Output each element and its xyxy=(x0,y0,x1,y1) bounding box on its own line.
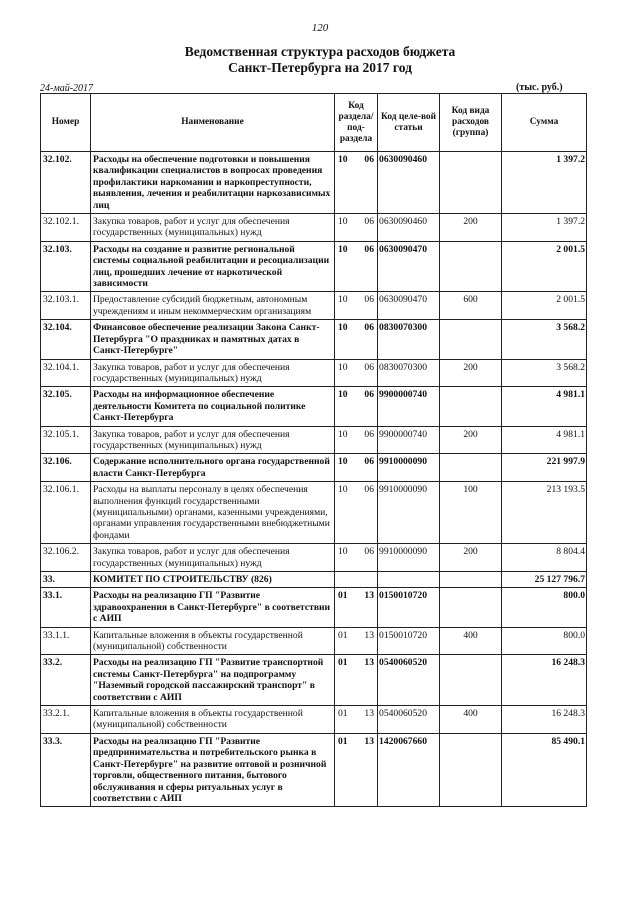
document-title xyxy=(0,44,640,76)
row-amount: 1 397.2 xyxy=(502,214,587,242)
row-target-code: 9910000090 xyxy=(378,544,440,572)
row-subsection: 06 xyxy=(357,320,378,359)
table-row xyxy=(41,544,587,572)
row-expense-type xyxy=(440,152,502,214)
row-expense-type xyxy=(440,733,502,806)
row-number: 32.106. xyxy=(41,454,91,482)
header-section: Код раздела/ под-раздела xyxy=(335,94,378,152)
row-name: Капитальные вложения в объекты государственной (муниципальной) собственности xyxy=(91,627,335,655)
row-subsection: 13 xyxy=(357,627,378,655)
row-target-code: 0830070300 xyxy=(378,359,440,387)
row-name: Расходы на обеспечение подготовки и повышения квалификации специалистов в вопросах проведения профилактики наркомании и наркопреступности, выявления, лечения и реабилитации наркозависимых лиц xyxy=(91,152,335,214)
table-row xyxy=(41,387,587,426)
row-target-code: 0540060520 xyxy=(378,655,440,706)
row-name: Расходы на реализацию ГП "Развитие здравоохранения в Санкт-Петербурге" в соответствии с АИП xyxy=(91,588,335,627)
row-number: 32.105.1. xyxy=(41,426,91,454)
row-target-code: 0150010720 xyxy=(378,588,440,627)
row-target-code: 9910000090 xyxy=(378,454,440,482)
table-row xyxy=(41,706,587,734)
row-section: 10 xyxy=(335,544,357,572)
budget-table xyxy=(40,93,587,807)
row-name: Закупка товаров, работ и услуг для обеспечения государственных (муниципальных) нужд xyxy=(91,359,335,387)
row-expense-type: 400 xyxy=(440,706,502,734)
row-target-code: 1420067660 xyxy=(378,733,440,806)
table-row xyxy=(41,482,587,544)
page-number: 120 xyxy=(311,22,329,34)
row-number: 32.103. xyxy=(41,241,91,292)
row-name: Расходы на реализацию ГП "Развитие транспортной системы Санкт-Петербурга" на подпрограмму "Наземный городской пассажирский транспорт" в соответствии с АИП xyxy=(91,655,335,706)
row-name: Расходы на создание и развитие региональной системы социальной реабилитации и ресоциализации лиц, прошедших лечение от наркотической зависимости xyxy=(91,241,335,292)
row-number: 33.2.1. xyxy=(41,706,91,734)
row-amount: 16 248.3 xyxy=(502,706,587,734)
table-row xyxy=(41,426,587,454)
row-expense-type: 200 xyxy=(440,359,502,387)
row-expense-type: 200 xyxy=(440,544,502,572)
row-number: 33. xyxy=(41,572,91,588)
row-subsection: 06 xyxy=(357,454,378,482)
row-name: Закупка товаров, работ и услуг для обеспечения государственных (муниципальных) нужд xyxy=(91,426,335,454)
row-target-code: 0630090470 xyxy=(378,292,440,320)
row-section xyxy=(335,572,357,588)
row-name: Финансовое обеспечение реализации Закона Санкт-Петербурга "О праздниках и памятных датах в Санкт-Петербурге" xyxy=(91,320,335,359)
row-target-code: 9900000740 xyxy=(378,426,440,454)
row-amount: 221 997.9 xyxy=(502,454,587,482)
row-expense-type: 600 xyxy=(440,292,502,320)
row-expense-type xyxy=(440,454,502,482)
row-amount: 800.0 xyxy=(502,627,587,655)
row-section: 10 xyxy=(335,214,357,242)
row-amount: 8 804.4 xyxy=(502,544,587,572)
row-amount: 25 127 796.7 xyxy=(502,572,587,588)
table-row xyxy=(41,627,587,655)
row-subsection: 06 xyxy=(357,426,378,454)
row-target-code: 0830070300 xyxy=(378,320,440,359)
row-expense-type xyxy=(440,241,502,292)
row-subsection: 13 xyxy=(357,733,378,806)
row-target-code: 0630090460 xyxy=(378,152,440,214)
row-number: 33.2. xyxy=(41,655,91,706)
row-number: 33.1.1. xyxy=(41,627,91,655)
row-target-code xyxy=(378,572,440,588)
row-section: 10 xyxy=(335,359,357,387)
row-number: 32.106.2. xyxy=(41,544,91,572)
row-subsection: 06 xyxy=(357,292,378,320)
row-amount: 85 490.1 xyxy=(502,733,587,806)
row-expense-type xyxy=(440,320,502,359)
row-subsection xyxy=(357,572,378,588)
header-amount: Сумма xyxy=(502,94,587,152)
row-section: 01 xyxy=(335,588,357,627)
row-amount: 2 001.5 xyxy=(502,292,587,320)
row-section: 10 xyxy=(335,152,357,214)
row-section: 10 xyxy=(335,426,357,454)
row-subsection: 06 xyxy=(357,544,378,572)
row-name: Закупка товаров, работ и услуг для обеспечения государственных (муниципальных) нужд xyxy=(91,544,335,572)
row-amount: 3 568.2 xyxy=(502,320,587,359)
table-row xyxy=(41,320,587,359)
row-section: 01 xyxy=(335,733,357,806)
row-subsection: 06 xyxy=(357,152,378,214)
row-section: 01 xyxy=(335,706,357,734)
row-section: 01 xyxy=(335,655,357,706)
header-name: Наименование xyxy=(91,94,335,152)
row-subsection: 13 xyxy=(357,588,378,627)
row-name: Расходы на реализацию ГП "Развитие предпринимательства и потребительского рынка в Санкт-Петербурге" на развитие оптовой и розничной торговли, общественного питания, бытового обслуживания и сферы ритуальных услуг в соответствии с АИП xyxy=(91,733,335,806)
header-expense-type: Код вида расходов (группа) xyxy=(440,94,502,152)
title-line-2: Санкт-Петербурга на 2017 год xyxy=(228,60,412,75)
row-name: Расходы на выплаты персоналу в целях обеспечения выполнения функций государственными (муниципальными) органами, казенными учреждениями, органами управления государственными внебюджетными фондами xyxy=(91,482,335,544)
row-target-code: 0630090470 xyxy=(378,241,440,292)
row-expense-type xyxy=(440,572,502,588)
row-name: Предоставление субсидий бюджетным, автономным учреждениям и иным некоммерческим организациям xyxy=(91,292,335,320)
row-number: 32.105. xyxy=(41,387,91,426)
row-number: 32.104. xyxy=(41,320,91,359)
row-subsection: 06 xyxy=(357,482,378,544)
row-expense-type xyxy=(440,588,502,627)
header-number: Номер xyxy=(41,94,91,152)
row-amount: 3 568.2 xyxy=(502,359,587,387)
row-section: 10 xyxy=(335,292,357,320)
row-number: 32.106.1. xyxy=(41,482,91,544)
row-expense-type: 200 xyxy=(440,426,502,454)
row-subsection: 13 xyxy=(357,655,378,706)
title-line-1: Ведомственная структура расходов бюджета xyxy=(184,44,456,59)
table-row xyxy=(41,588,587,627)
table-row xyxy=(41,733,587,806)
row-subsection: 06 xyxy=(357,241,378,292)
table-row xyxy=(41,292,587,320)
table-row xyxy=(41,655,587,706)
row-number: 33.1. xyxy=(41,588,91,627)
row-amount: 4 981.1 xyxy=(502,426,587,454)
row-expense-type: 200 xyxy=(440,214,502,242)
table-row xyxy=(41,152,587,214)
row-section: 10 xyxy=(335,320,357,359)
row-expense-type xyxy=(440,387,502,426)
table-row xyxy=(41,454,587,482)
row-section: 10 xyxy=(335,387,357,426)
row-target-code: 9910000090 xyxy=(378,482,440,544)
row-subsection: 06 xyxy=(357,359,378,387)
row-target-code: 0630090460 xyxy=(378,214,440,242)
row-section: 10 xyxy=(335,241,357,292)
table-row xyxy=(41,572,587,588)
row-subsection: 06 xyxy=(357,214,378,242)
row-section: 01 xyxy=(335,627,357,655)
row-name: Расходы на информационное обеспечение деятельности Комитета по социальной политике Санкт-Петербурга xyxy=(91,387,335,426)
row-name: Закупка товаров, работ и услуг для обеспечения государственных (муниципальных) нужд xyxy=(91,214,335,242)
units-label: (тыс. руб.) xyxy=(516,82,563,93)
row-amount: 4 981.1 xyxy=(502,387,587,426)
header-target: Код целе-вой статьи xyxy=(378,94,440,152)
row-name: КОМИТЕТ ПО СТРОИТЕЛЬСТВУ (826) xyxy=(91,572,335,588)
row-section: 10 xyxy=(335,454,357,482)
row-amount: 1 397.2 xyxy=(502,152,587,214)
row-amount: 16 248.3 xyxy=(502,655,587,706)
row-amount: 213 193.5 xyxy=(502,482,587,544)
row-name: Капитальные вложения в объекты государственной (муниципальной) собственности xyxy=(91,706,335,734)
row-target-code: 0150010720 xyxy=(378,627,440,655)
row-expense-type: 100 xyxy=(440,482,502,544)
row-target-code: 0540060520 xyxy=(378,706,440,734)
document-date: 24-май-2017 xyxy=(40,83,94,94)
row-number: 32.102.1. xyxy=(41,214,91,242)
table-row xyxy=(41,214,587,242)
row-name: Содержание исполнительного органа государственной власти Санкт-Петербурга xyxy=(91,454,335,482)
row-number: 33.3. xyxy=(41,733,91,806)
row-amount: 2 001.5 xyxy=(502,241,587,292)
row-number: 32.103.1. xyxy=(41,292,91,320)
table-row xyxy=(41,359,587,387)
row-subsection: 06 xyxy=(357,387,378,426)
row-number: 32.104.1. xyxy=(41,359,91,387)
row-target-code: 9900000740 xyxy=(378,387,440,426)
row-number: 32.102. xyxy=(41,152,91,214)
table-row xyxy=(41,241,587,292)
row-expense-type xyxy=(440,655,502,706)
row-section: 10 xyxy=(335,482,357,544)
row-expense-type: 400 xyxy=(440,627,502,655)
row-amount: 800.0 xyxy=(502,588,587,627)
row-subsection: 13 xyxy=(357,706,378,734)
